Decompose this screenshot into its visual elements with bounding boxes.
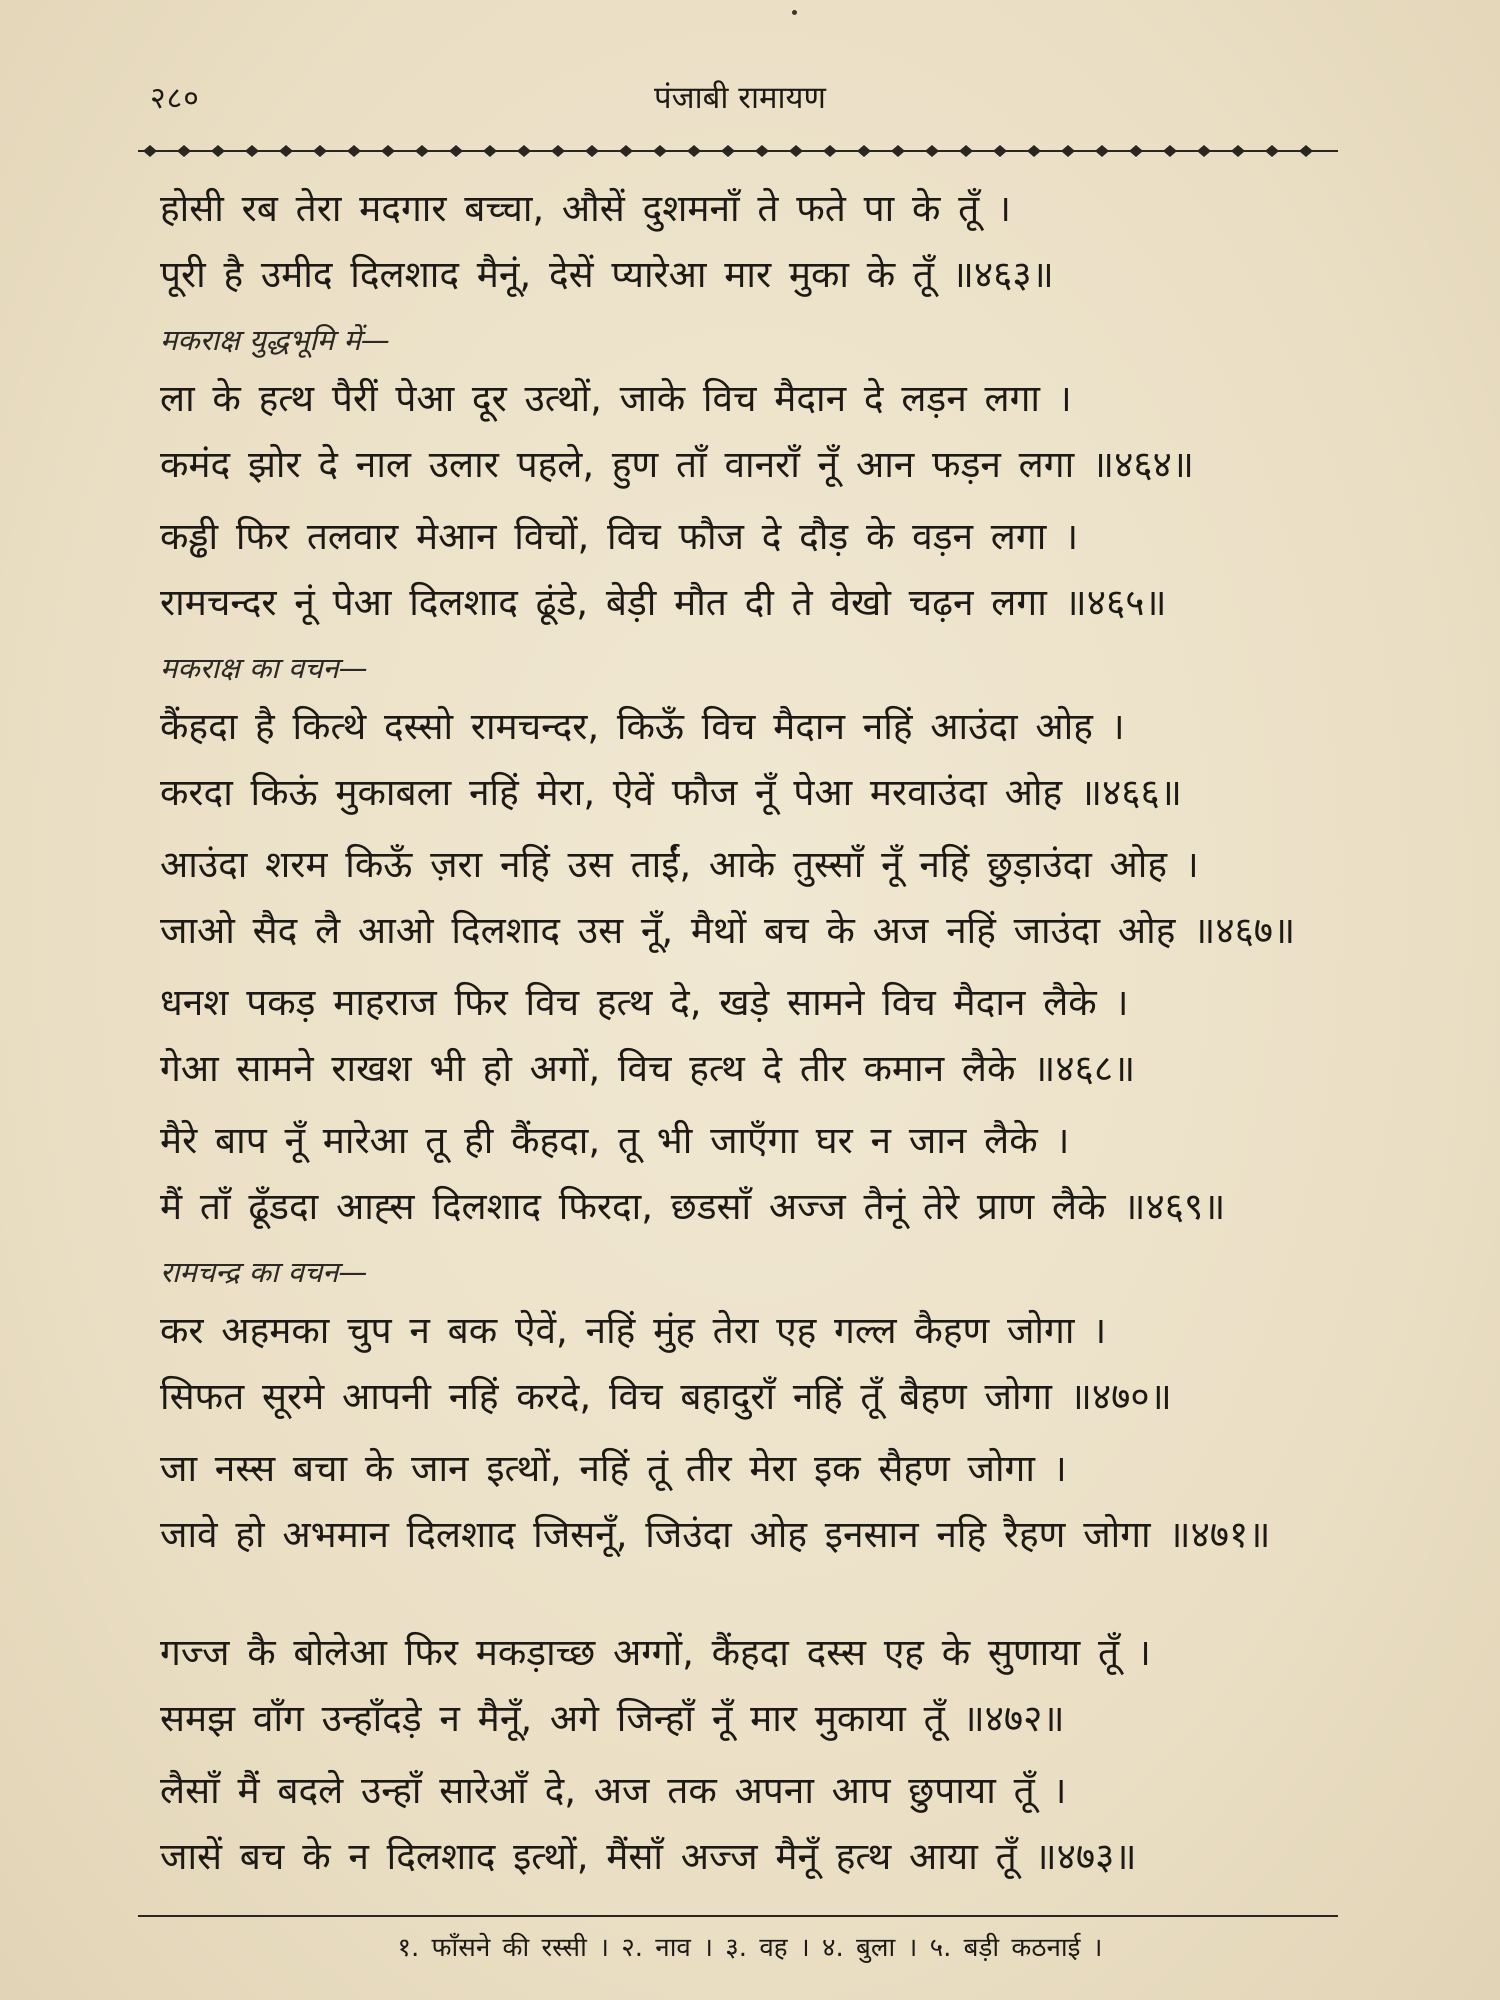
- ornament-diamond: [891, 145, 905, 157]
- ornament-diamond: [755, 145, 769, 157]
- verse-line: होसी रब तेरा मदगार बच्चा, औसें दुशमनाँ ते फते पा के तूँ ।: [160, 187, 1012, 230]
- print-speck: [792, 10, 797, 15]
- running-title: पंजाबी रामायण: [654, 80, 826, 116]
- ornament-diamond: [687, 145, 701, 157]
- ornament-diamond: [347, 145, 361, 157]
- verse-line: रामचन्दर नूं पेआ दिलशाद ढूंडे, बेड़ी मौत दी ते वेखो चढ़न लगा ॥४६५॥: [160, 581, 1167, 624]
- ornament-diamond: [143, 145, 157, 157]
- verse-couplet: [160, 366, 1330, 498]
- verse-line: समझ वाँग उन्हाँदड़े न मैनूँ, अगे जिन्हाँ नूँ मार मुकाया तूँ ॥४७२॥: [160, 1697, 1065, 1740]
- ornament-diamond: [721, 145, 735, 157]
- verse-couplet: [160, 1758, 1330, 1890]
- ornament-diamond: [381, 145, 395, 157]
- verse-line: मैरे बाप नूँ मारेआ तू ही कैंहदा, तू भी जाएँगा घर न जान लैके ।: [160, 1119, 1070, 1162]
- ornament-diamond: [653, 145, 667, 157]
- ornament-diamond: [483, 145, 497, 157]
- verse-line: ला के हत्थ पैरीं पेआ दूर उत्थों, जाके विच मैदान दे लड़न लगा ।: [160, 377, 1072, 420]
- ornament-diamond: [789, 145, 803, 157]
- verse-line: जा नस्स बचा के जान इत्थों, नहिं तूं तीर मेरा इक सैहण जोगा ।: [160, 1447, 1067, 1490]
- verse-couplet: [160, 1298, 1330, 1430]
- ornament-diamond: [1299, 145, 1313, 157]
- footnotes: १. फाँसने की रस्सी । २. नाव । ३. वह । ४. बुला । ५. बड़ी कठनाई ।: [397, 1933, 1103, 1963]
- ornament-diamond: [1231, 145, 1245, 157]
- verse-line: पूरी है उमीद दिलशाद मैनूं, देसें प्यारेआ मार मुका के तूँ ॥४६३॥: [160, 253, 1054, 296]
- verse-couplet: [160, 1436, 1330, 1568]
- ornament-diamond: [993, 145, 1007, 157]
- ornament-diamond: [415, 145, 429, 157]
- verse-line: करदा किऊं मुकाबला नहिं मेरा, ऐवें फौज नूँ पेआ मरवाउंदा ओह ॥४६६॥: [160, 771, 1182, 814]
- verse-line: गज्ज कै बोलेआ फिर मकड़ाच्छ अग्गों, कैंहदा दस्स एह के सुणाया तूँ ।: [160, 1631, 1151, 1674]
- verse-line: कड्ढी फिर तलवार मेआन विचों, विच फौज दे दौड़ के वड़न लगा ।: [160, 515, 1079, 558]
- verse-line: लैसाँ मैं बदले उन्हाँ सारेआँ दे, अज तक अपना आप छुपाया तूँ ।: [160, 1769, 1067, 1812]
- ornament-diamond: [823, 145, 837, 157]
- verse-couplet: [160, 970, 1330, 1102]
- verse-line: जासें बच के न दिलशाद इत्थों, मैंसाँ अज्ज मैनूँ हत्थ आया तूँ ॥४७३॥: [160, 1835, 1137, 1878]
- stanza-spacer: [160, 1574, 1330, 1620]
- ornament-diamond: [211, 145, 225, 157]
- page-number: २८०: [150, 81, 200, 116]
- ornament-diamond: [585, 145, 599, 157]
- verse-line: जाओ सैद लै आओ दिलशाद उस नूँ, मैथों बच के अज नहिं जाउंदा ओह ॥४६७॥: [160, 909, 1296, 952]
- verse-couplet: [160, 1108, 1330, 1240]
- ornament-diamond: [551, 145, 565, 157]
- verse-couplet: [160, 176, 1330, 308]
- ornamental-divider: [138, 138, 1338, 164]
- ornament-diamond: [177, 145, 191, 157]
- ornament-diamond: [245, 145, 259, 157]
- verse-line: कमंद झोर दे नाल उलार पहले, हुण ताँ वानराँ नूँ आन फड़न लगा ॥४६४॥: [160, 443, 1194, 486]
- verse-line: धनश पकड़ माहराज फिर विच हत्थ दे, खड़े सामने विच मैदान लैके ।: [160, 981, 1129, 1024]
- verse-line: आउंदा शरम किऊँ ज़रा नहिं उस ताईं, आके तुस्साँ नूँ नहिं छुड़ाउंदा ओह ।: [160, 843, 1199, 886]
- verse-line: जावे हो अभमान दिलशाद जिसनूँ, जिउंदा ओह इनसान नहि रैहण जोगा ॥४७१॥: [160, 1513, 1271, 1556]
- ornament-diamond: [1265, 145, 1279, 157]
- verse-couplet: [160, 694, 1330, 826]
- ornament-diamond: [1061, 145, 1075, 157]
- verse-line: मैं ताँ ढूँडदा आह्स दिलशाद फिरदा, छडसाँ अज्ज तैनूं तेरे प्राण लैके ॥४६९॥: [160, 1185, 1226, 1228]
- ornament-diamond: [619, 145, 633, 157]
- ornament-diamond: [857, 145, 871, 157]
- ornament-diamond: [1197, 145, 1211, 157]
- verse-couplet: [160, 1620, 1330, 1752]
- ornament-diamond: [1095, 145, 1109, 157]
- footnote-rule: [138, 1915, 1338, 1917]
- ornament-diamond: [959, 145, 973, 157]
- verse-couplet: [160, 504, 1330, 636]
- section-heading: मकराक्ष का वचन—: [160, 651, 368, 685]
- verse-line: गेआ सामने राखश भी हो अगों, विच हत्थ दे तीर कमान लैके ॥४६८॥: [160, 1047, 1136, 1090]
- ornament-diamond: [313, 145, 327, 157]
- ornament-diamond: [925, 145, 939, 157]
- ornament-diamond: [1129, 145, 1143, 157]
- section-heading: रामचन्द्र का वचन—: [160, 1255, 368, 1289]
- ornament-diamond: [1027, 145, 1041, 157]
- text-body: [160, 176, 1330, 1896]
- section-heading: मकराक्ष युद्धभूमि में—: [160, 323, 390, 357]
- ornament-diamond: [517, 145, 531, 157]
- ornament-diamond: [279, 145, 293, 157]
- verse-line: कैंहदा है कित्थे दस्सो रामचन्दर, किऊँ विच मैदान नहिं आउंदा ओह ।: [160, 705, 1125, 748]
- verse-line: कर अहमका चुप न बक ऐवें, नहिं मुंह तेरा एह गल्ल कैहण जोगा ।: [160, 1309, 1107, 1352]
- ornament-diamond: [449, 145, 463, 157]
- page-header: [150, 68, 1330, 128]
- verse-couplet: [160, 832, 1330, 964]
- verse-line: सिफत सूरमे आपनी नहिं करदे, विच बहादुराँ नहिं तूँ बैहण जोगा ॥४७०॥: [160, 1375, 1172, 1418]
- ornament-diamond: [1163, 145, 1177, 157]
